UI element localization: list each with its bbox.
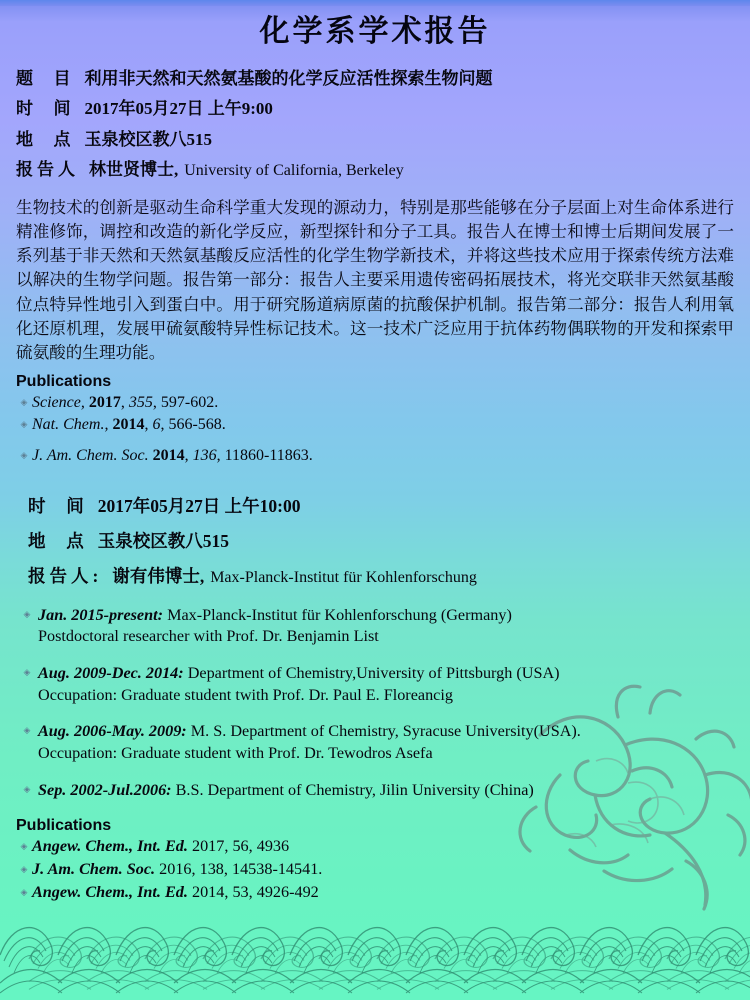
publication-text (32, 858, 734, 881)
list-item (16, 445, 734, 467)
list-item (16, 605, 734, 648)
talk2-time-label: 时 间 (28, 495, 88, 516)
talk1-field-location (16, 127, 734, 153)
cv-institution: Department of Chemistry,University of Pittsburgh (USA) (187, 664, 560, 683)
talk2-publications-list (16, 835, 734, 904)
publication-pages: 597-602. (160, 394, 219, 412)
cv-entry (38, 721, 734, 764)
list-item (16, 721, 734, 764)
cv-institution: M. S. Department of Chemistry, Syracuse University(USA). (190, 722, 581, 741)
talk1-publications-heading: Publications (16, 373, 112, 391)
list-item (16, 858, 734, 881)
diamond-bullet-icon: ◈ (23, 608, 31, 619)
talk2-speaker-label: 报告人: (28, 565, 103, 586)
publication-text: Science, 2017, 355, 597-602. (32, 394, 219, 412)
talk1-field-speaker (16, 157, 734, 184)
cv-entry (38, 605, 734, 648)
talk-1-header (16, 66, 734, 184)
publication-text (32, 835, 734, 858)
journal-name: J. Am. Chem. Soc. (32, 859, 156, 878)
page-title: 化学系学术报告 (259, 15, 491, 48)
talk2-time-value: 2017年05月27日 上午10:00 (97, 495, 301, 516)
list-item (16, 414, 734, 436)
diamond-bullet-icon: ◈ (23, 667, 31, 678)
cv-entry (38, 780, 734, 802)
publication-volume: 136 (192, 446, 217, 464)
talk1-topic-label: 题 目 (16, 69, 75, 88)
talk1-topic-value: 利用非天然和天然氨基酸的化学反应活性探索生物问题 (84, 69, 493, 88)
diamond-bullet-icon: ◈ (23, 783, 31, 794)
talk2-speaker-name: 谢有伟博士, (112, 565, 205, 586)
talk2-location-label: 地 点 (28, 530, 88, 551)
talk2-field-location (16, 528, 734, 555)
journal-name: Science, (32, 394, 85, 412)
talk1-field-time (16, 96, 734, 122)
talk1-time-label: 时 间 (16, 99, 75, 119)
journal-name: Nat. Chem., (32, 416, 109, 434)
cv-role: Occupation: Graduate student with Prof. Dr. Tewodros Asefa (38, 744, 433, 763)
diamond-bullet-icon: ◈ (20, 397, 28, 408)
talk1-speaker-affiliation: University of California, Berkeley (184, 162, 404, 180)
talk1-location-label: 地 点 (16, 129, 75, 149)
cv-institution: B.S. Department of Chemistry, Jilin University (China) (175, 780, 534, 799)
list-item (16, 780, 734, 802)
publication-pages: 11860-11863. (224, 446, 313, 464)
talk1-field-topic (16, 66, 734, 92)
cv-period: Aug. 2006-May. 2009: (38, 722, 187, 741)
talk2-publications-block (16, 817, 734, 904)
publication-citation: 2016, 138, 14538-14541. (159, 859, 323, 878)
publication-text: Nat. Chem., 2014, 6, 566-568. (32, 416, 226, 434)
talk1-publications-list (16, 392, 734, 466)
publication-text (32, 881, 734, 904)
diamond-bullet-icon: ◈ (20, 886, 28, 897)
list-item (16, 835, 734, 858)
publication-year: 2014 (112, 416, 145, 434)
publication-pages: 566-568. (168, 416, 226, 434)
talk1-time-value: 2017年05月27日 上午9:00 (84, 99, 273, 119)
talk1-abstract: 生物技术的创新是驱动生命科学重大发现的源动力，特别是那些能够在分子层面上对生命体系进行精准修饰，调控和改造的新化学反应，新型探针和分子工具。报告人在博士和博士后期间发展了一系列基于非天然和天然氨基酸反应活性的化学生物学新技术，并将这些技术应用于探索传统方法难以解决的生物学问题。报告第一部分：报告人主要采用遗传密码拓展技术，将光交联非天然氨基酸位点特异性地引入到蛋白中。用于研究肠道病原菌的抗酸保护机制。报告第二部分：报告人利用氧化还原机理，发展甲硫氨酸特异性标记技术。这一技术广泛应用于抗体药物偶联物的开发和探索甲硫氨酸的生理功能。 (16, 197, 734, 363)
talk2-location-value: 玉泉校区教八515 (97, 530, 229, 551)
cv-period: Aug. 2009-Dec. 2014: (38, 664, 184, 683)
list-item (16, 392, 734, 414)
publication-citation: 2014, 53, 4926-492 (191, 882, 319, 901)
diamond-bullet-icon: ◈ (23, 725, 31, 736)
cv-period: Sep. 2002-Jul.2006: (38, 780, 172, 799)
publication-year: 2014 (152, 446, 185, 464)
cv-period: Jan. 2015-present: (38, 605, 164, 624)
talk2-field-speaker (16, 563, 734, 591)
publication-text: J. Am. Chem. Soc. 2014, 136, 11860-11863. (32, 446, 313, 464)
talk2-speaker-affiliation: Max-Planck-Institut für Kohlenforschung (210, 568, 477, 586)
cv-role: Postdoctoral researcher with Prof. Dr. Benjamin List (38, 627, 379, 646)
cv-entry (38, 663, 734, 706)
journal-name: Angew. Chem., Int. Ed. (32, 836, 188, 855)
publication-volume: 355 (128, 394, 153, 412)
cv-role: Occupation: Graduate student twith Prof. Dr. Paul E. Floreancig (38, 685, 453, 704)
diamond-bullet-icon: ◈ (20, 863, 28, 874)
talk-2-header (16, 493, 734, 591)
talk2-cv-list (16, 605, 734, 802)
publication-volume: 6 (152, 416, 161, 434)
talk1-location-value: 玉泉校区教八515 (84, 129, 212, 149)
talk2-publications-heading: Publications (16, 816, 112, 834)
publication-year: 2017 (88, 394, 121, 412)
diamond-bullet-icon: ◈ (20, 449, 28, 460)
talk1-speaker-name: 林世贤博士, (89, 160, 179, 180)
list-item (16, 663, 734, 706)
diamond-bullet-icon: ◈ (20, 840, 28, 851)
publication-citation: 2017, 56, 4936 (191, 836, 290, 855)
journal-name: Angew. Chem., Int. Ed. (32, 882, 188, 901)
journal-name: J. Am. Chem. Soc. (32, 446, 149, 464)
talk2-field-time (16, 493, 734, 520)
talk1-speaker-label: 报告人 (16, 160, 79, 180)
cv-institution: Max-Planck-Institut für Kohlenforschung (Germany) (167, 605, 512, 624)
diamond-bullet-icon: ◈ (20, 419, 28, 430)
list-item (16, 881, 734, 904)
